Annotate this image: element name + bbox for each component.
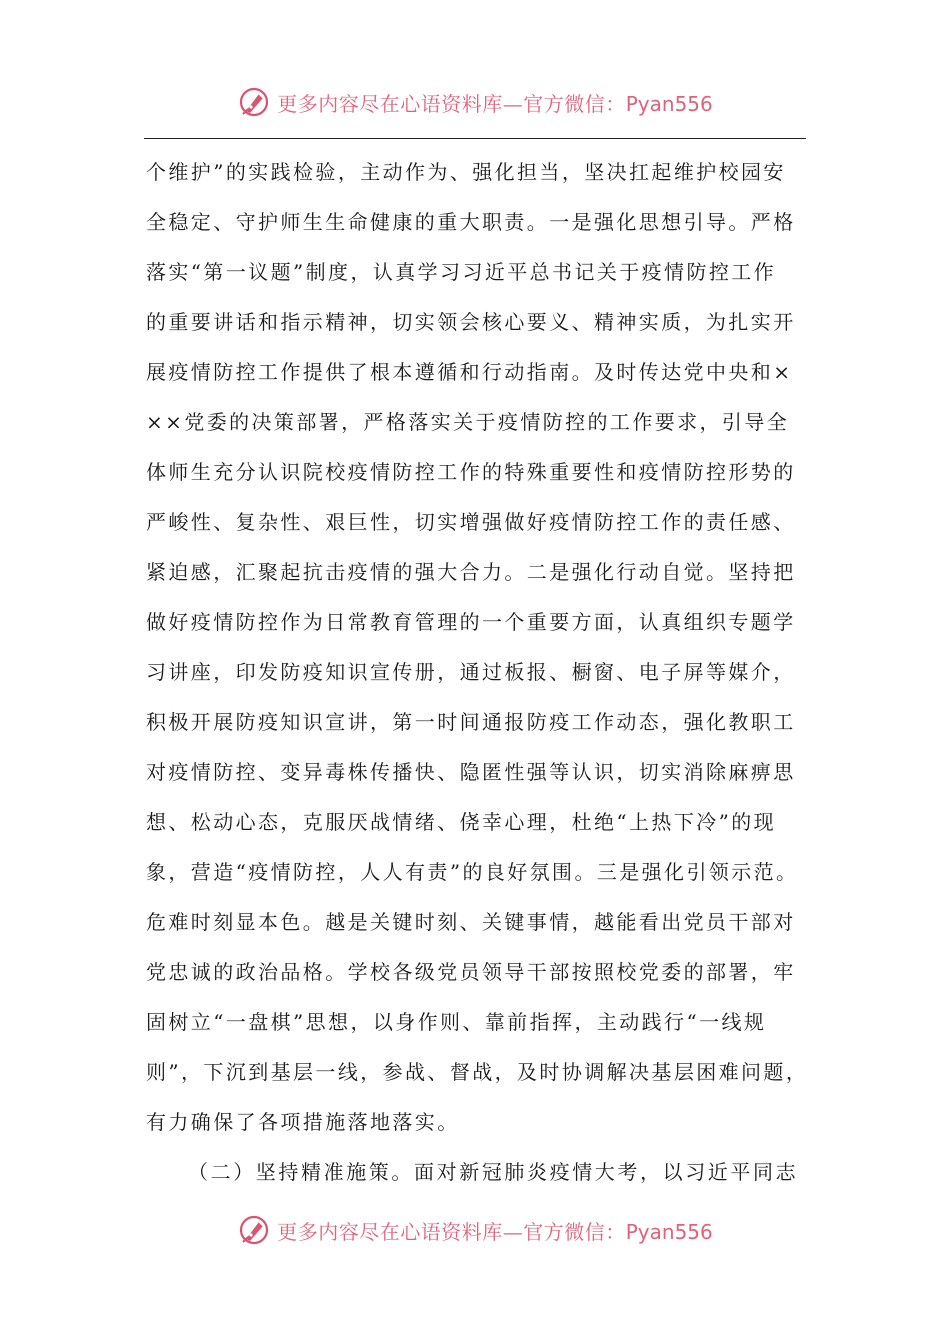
text-line: 积极开展防疫知识宣讲，第一时间通报防疫工作动态，强化教职工 bbox=[146, 710, 796, 734]
text-line: 象，营造“疫情防控，人人有责”的良好氛围。三是强化引领示范。 bbox=[146, 860, 799, 884]
text-line: 落实“第一议题”制度，认真学习习近平总书记关于疫情防控工作 bbox=[146, 260, 777, 284]
text-line: 展疫情防控工作提供了根本遵循和行动指南。及时传达党中央和× bbox=[146, 360, 793, 384]
text-line: 则”，下沉到基层一线，参战、督战，及时协调解决基层困难问题， bbox=[146, 1060, 809, 1084]
text-line: 党忠诚的政治品格。学校各级党员领导干部按照校党委的部署，牢 bbox=[146, 960, 796, 984]
footer-banner-text: 更多内容尽在心语资料库—官方微信：Pyan556 bbox=[277, 1219, 713, 1244]
text-line: 危难时刻显本色。越是关键时刻、关键事情，越能看出党员干部对 bbox=[146, 910, 796, 934]
header-banner-text: 更多内容尽在心语资料库—官方微信：Pyan556 bbox=[277, 91, 713, 116]
document-body bbox=[146, 150, 826, 1200]
text-line: 对疫情防控、变异毒株传播快、隐匿性强等认识，切实消除麻痹思 bbox=[146, 760, 796, 784]
header-banner bbox=[0, 82, 950, 122]
pen-nib-logo-icon bbox=[237, 1213, 271, 1247]
text-line: 想、松动心态，克服厌战情绪、侥幸心理，杜绝“上热下冷”的现 bbox=[146, 810, 777, 834]
text-line: 个维护”的实践检验，主动作为、强化担当，坚决扛起维护校园安 bbox=[146, 160, 786, 184]
text-line: ××党委的决策部署，严格落实关于疫情防控的工作要求，引导全 bbox=[146, 410, 790, 434]
header-divider bbox=[144, 138, 806, 139]
footer-wechat-id: Pyan556 bbox=[625, 1219, 713, 1244]
header-wechat-id: Pyan556 bbox=[625, 91, 713, 116]
text-line: 有力确保了各项措施落地落实。 bbox=[146, 1110, 460, 1134]
text-line: 习讲座，印发防疫知识宣传册，通过板报、橱窗、电子屏等媒介， bbox=[146, 660, 796, 684]
section-heading-line: （二）坚持精准施策。面对新冠肺炎疫情大考，以习近平同志 bbox=[188, 1160, 799, 1184]
text-line: 体师生充分认识院校疫情防控工作的特殊重要性和疫情防控形势的 bbox=[146, 460, 796, 484]
text-line: 紧迫感，汇聚起抗击疫情的强大合力。二是强化行动自觉。坚持把 bbox=[146, 560, 796, 584]
text-line: 固树立“一盘棋”思想，以身作则、靠前指挥，主动践行“一线规 bbox=[146, 1010, 767, 1034]
pen-nib-logo-icon bbox=[237, 85, 271, 119]
footer-banner bbox=[0, 1210, 950, 1250]
text-line: 做好疫情防控作为日常教育管理的一个重要方面，认真组织专题学 bbox=[146, 610, 796, 634]
text-line: 的重要讲话和指示精神，切实领会核心要义、精神实质，为扎实开 bbox=[146, 310, 796, 334]
text-line: 严峻性、复杂性、艰巨性，切实增强做好疫情防控工作的责任感、 bbox=[146, 510, 796, 534]
text-line: 全稳定、守护师生生命健康的重大职责。一是强化思想引导。严格 bbox=[146, 210, 796, 234]
